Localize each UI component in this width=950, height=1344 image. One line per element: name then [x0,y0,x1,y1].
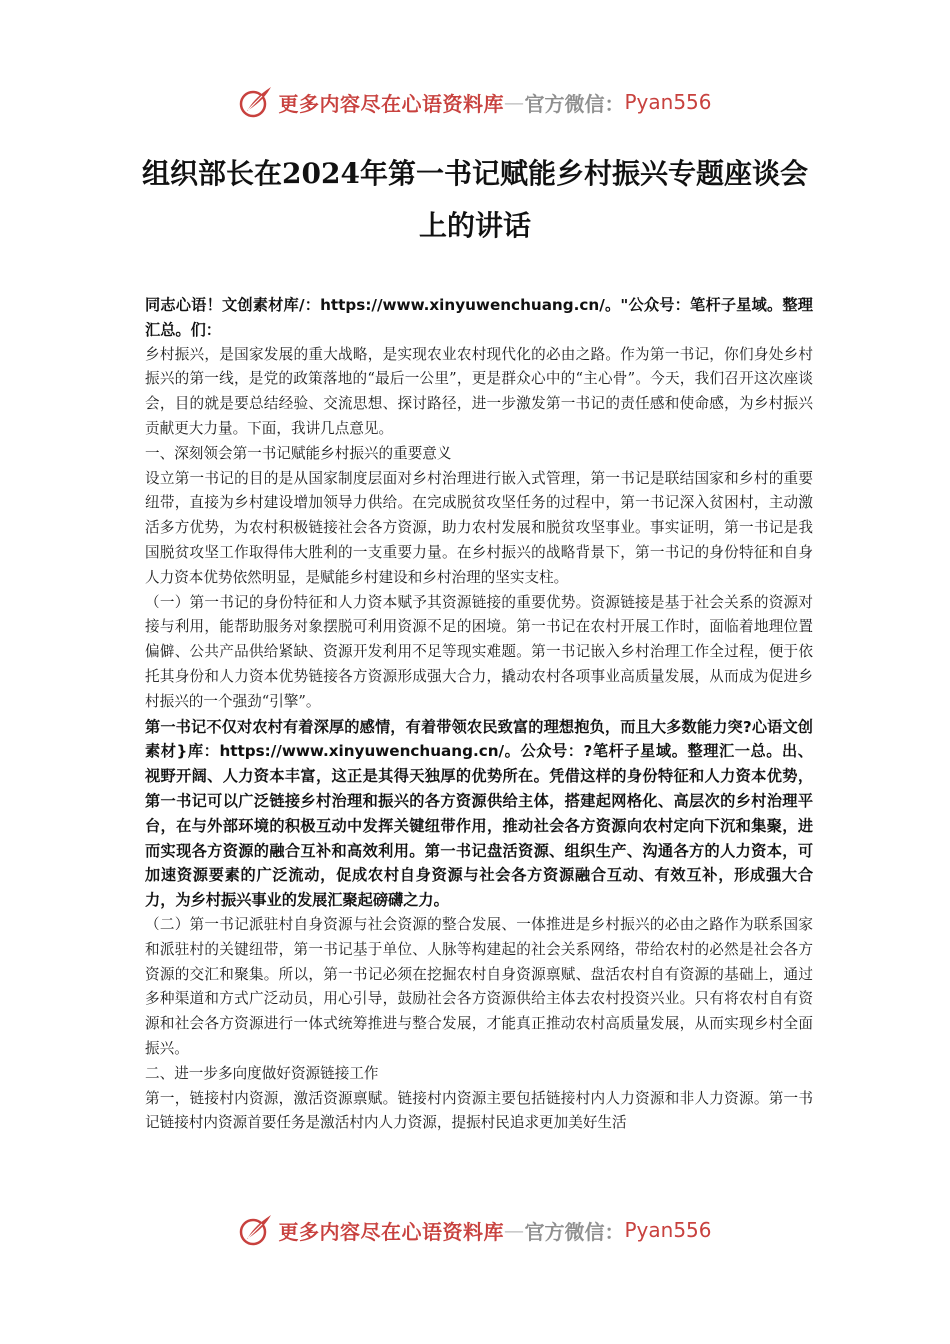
document-body [145,293,813,1136]
banner-separator: — [503,1218,525,1242]
footer-banner [0,1210,950,1250]
watermark-paragraph: 同志心语！文创素材库/：https://www.xinyuwenchuang.cn/。"公众号：笔杆子星域。整理汇总。们： [145,296,813,339]
intro-paragraph: 乡村振兴，是国家发展的重大战略，是实现农业农村现代化的必由之路。作为第一书记，你们身处乡村振兴的第一线，是党的政策落地的“最后一公里”，更是群众心中的“主心骨”。今天，我们召开这次座谈会，目的就是要总结经验、交流思想、探讨路径，进一步激发第一书记的责任感和使命感，为乡村振兴贡献更大力量。下面，我讲几点意见。 [145,345,813,437]
banner-wechat-id: Pyan556 [624,1218,712,1242]
document-title: 组织部长在2024年第一书记赋能乡村振兴专题座谈会上的讲话 [142,157,808,242]
banner-text: 更多内容尽在心语资料库 [278,1219,504,1244]
body-paragraph: （二）第一书记派驻村自身资源与社会资源的整合发展、一体推进是乡村振兴的必由之路作为联系国家和派驻村的关键纽带，第一书记基于单位、人脉等构建起的社会关系网络，带给农村的必然是社会各方资源的交汇和聚集。所以，第一书记必须在挖掘农村自身资源禀赋、盘活农村自有资源的基础上，通过多种渠道和方式广泛动员，用心引导，鼓励社会各方资源供给主体去农村投资兴业。只有将农村自有资源和社会各方资源进行一体式统筹推进与整合发展，才能真正推动农村高质量发展，从而实现乡村全面振兴。 [145,915,813,1057]
section-heading: 一、深刻领会第一书记赋能乡村振兴的重要意义 [145,444,452,462]
body-paragraph: 设立第一书记的目的是从国家制度层面对乡村治理进行嵌入式管理，第一书记是联结国家和乡村的重要纽带，直接为乡村建设增加领导力供给。在完成脱贫攻坚任务的过程中，第一书记深入贫困村，主动激活多方优势，为农村积极链接社会各方资源，助力农村发展和脱贫攻坚事业。事实证明，第一书记是我国脱贫攻坚工作取得伟大胜利的一支重要力量。在乡村振兴的战略背景下，第一书记的身份特征和自身人力资本优势依然明显，是赋能乡村建设和乡村治理的坚实支柱。 [145,469,813,586]
body-paragraph: 第一，链接村内资源，激活资源禀赋。链接村内资源主要包括链接村内人力资源和非人力资源。第一书记链接村内资源首要任务是激活村内人力资源，提振村民追求更加美好生活 [145,1089,813,1132]
banner-label: 官方微信： [524,91,625,116]
body-paragraph: （一）第一书记的身份特征和人力资本赋予其资源链接的重要优势。资源链接是基于社会关系的资源对接与利用，能帮助服务对象摆脱可利用资源不足的困境。第一书记在农村开展工作时，面临着地理位置偏僻、公共产品供给紧缺、资源开发利用不足等现实难题。第一书记嵌入乡村治理工作全过程，便于依托其身份和人力资本优势链接各方资源形成强大合力，撬动农村各项事业高质量发展，从而成为促进乡村振兴的一个强劲“引擎”。 [145,593,813,710]
banner-label: 官方微信： [524,1219,625,1244]
header-banner [0,82,950,122]
section-heading: 二、进一步多向度做好资源链接工作 [145,1064,379,1082]
banner-text: 更多内容尽在心语资料库 [278,91,504,116]
watermark-paragraph: 第一书记不仅对农村有着深厚的感情，有着带领农民致富的理想抱负，而且大多数能力突?心语文创素材}库：https://www.xinyuwenchuang.cn/。公众号：?笔杆子星域。整理汇一总。出、视野开阔、人力资本丰富，这正是其得天独厚的优势所在。凭借这样的身份特征和人力资本优势，第一书记可以广泛链接乡村治理和振兴的各方资源供给主体，搭建起网格化、高层次的乡村治理平台，在与外部环境的积极互动中发挥关键纽带作用，推动社会各方资源向农村定向下沉和集聚，进而实现各方资源的融合互补和高效利用。第一书记盘活资源、组织生产、沟通各方的人力资本，可加速资源要素的广泛流动，促成农村自身资源与社会各方资源融合互动、有效互补，形成强大合力，为乡村振兴事业的发展汇聚起磅礴之力。 [145,717,813,910]
quill-logo-icon [238,1212,274,1248]
banner-wechat-id: Pyan556 [624,90,712,114]
banner-separator: — [503,90,525,114]
quill-logo-icon [238,84,274,120]
